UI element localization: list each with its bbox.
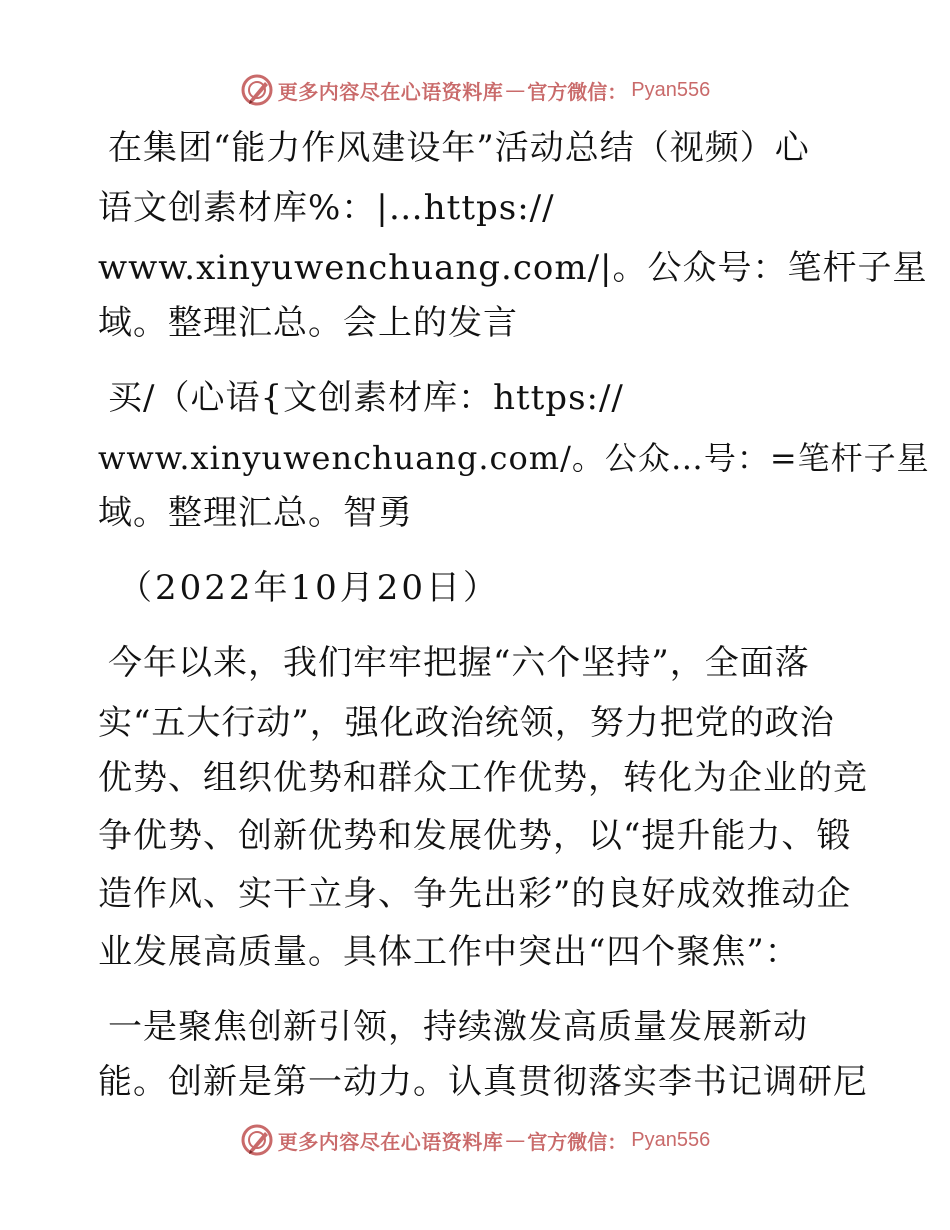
paragraph2-line-2: 能。创新是第一动力。认真贯彻落实李书记调研尼	[98, 1062, 868, 1102]
watermark-dash: —	[505, 1128, 526, 1152]
watermark-wechat-id: Pyan556	[631, 1128, 711, 1151]
watermark-wechat-label: 官方微信：	[527, 1129, 628, 1154]
paragraph-line-1: 今年以来，我们牢牢把握“六个坚持”，全面落	[108, 643, 810, 683]
watermark-wechat-id: Pyan556	[631, 78, 711, 101]
title-line-1: 在集团“能力作风建设年”活动总结（视频）心	[108, 128, 810, 168]
author-line-3: 域。整理汇总。智勇	[98, 493, 413, 533]
paragraph2-line-1: 一是聚焦创新引领，持续激发高质量发展新动	[108, 1007, 808, 1047]
paragraph-line-6: 业发展高质量。具体工作中突出“四个聚焦”：	[98, 932, 800, 972]
title-line-4: 域。整理汇总。会上的发言	[98, 303, 518, 343]
watermark-dash: —	[505, 78, 526, 102]
title-line-3: www.xinyuwenchuang.com/|。公众号：笔杆子星	[98, 248, 928, 288]
date-line: （2022年10月20日）	[118, 568, 501, 608]
paragraph-line-3: 优势、组织优势和群众工作优势，转化为企业的竞	[98, 758, 868, 798]
author-line-1: 买/（心语{文创素材库：https://	[108, 378, 624, 418]
header-watermark	[0, 70, 950, 110]
watermark-brand: 更多内容尽在心语资料库	[277, 1129, 504, 1154]
pen-logo-icon	[240, 73, 274, 107]
author-line-2: www.xinyuwenchuang.com/。公众…号：=笔杆子星	[98, 439, 930, 477]
watermark-brand: 更多内容尽在心语资料库	[277, 79, 504, 104]
watermark-wechat-label: 官方微信：	[527, 79, 628, 104]
paragraph-line-4: 争优势、创新优势和发展优势，以“提升能力、锻	[98, 816, 852, 856]
paragraph-line-2: 实“五大行动”，强化政治统领，努力把党的政治	[98, 703, 835, 743]
title-line-2: 语文创素材库%：|…https://	[98, 188, 555, 228]
footer-watermark	[0, 1120, 950, 1160]
pen-logo-icon	[240, 1123, 274, 1157]
paragraph-line-5: 造作风、实干立身、争先出彩”的良好成效推动企	[98, 874, 852, 914]
